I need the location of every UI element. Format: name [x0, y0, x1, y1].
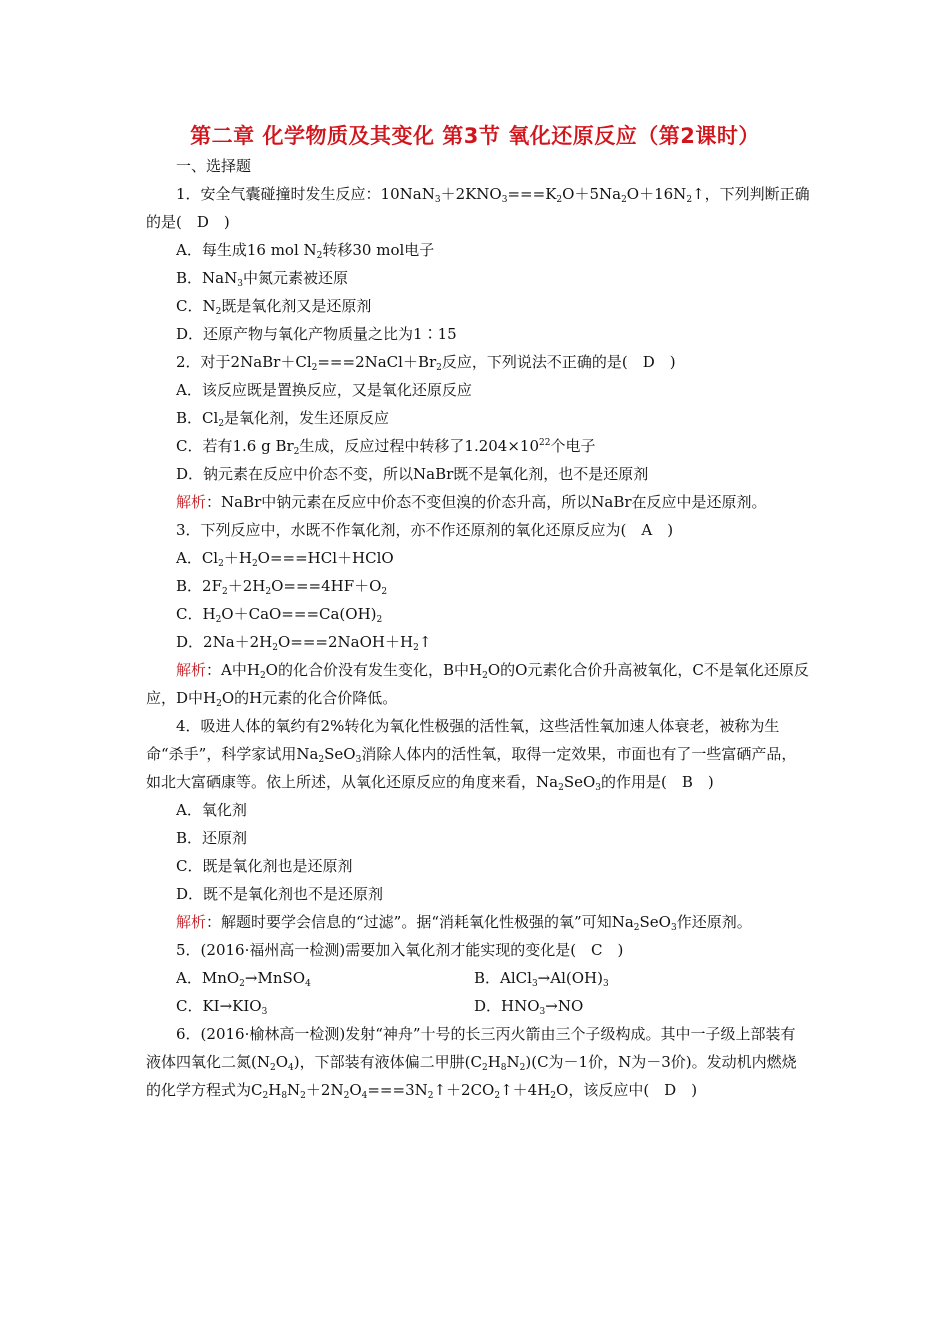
section-heading: 一、选择题: [176, 157, 252, 175]
question-1-option-c: C．$N_2$既是氧化剂又是还原剂: [176, 297, 372, 317]
question-4-analysis: 解析：解题时要学会信息的“过滤”。据“消耗氧化性极强的氧”可知$Na_2SeO_3$作还原剂。: [176, 913, 752, 933]
question-1-stem: 1．安全气囊碰撞时发生反应：$10NaN_3+2KNO_3===K_2O+5Na_2O+16N_2↑$，下列判断正确的是( D ): [146, 185, 810, 231]
question-3-option-b: B．$2F_2+2H_2O===4HF+O_2$: [176, 577, 388, 597]
question-3-stem: 3．下列反应中，水既不作氧化剂，亦不作还原剂的氧化还原反应为( A ): [176, 521, 674, 539]
question-5-options-row-2: [146, 992, 810, 1020]
question-4-option-c: C．既是氧化剂也是还原剂: [176, 857, 353, 875]
question-2-option-a: A．该反应既是置换反应，又是氧化还原反应: [176, 381, 472, 399]
question-4-option-a: A．氧化剂: [176, 801, 247, 819]
question-5-option-b: B．$AlCl_3\to Al(OH)_3$: [474, 969, 609, 989]
question-4-stem: 4．吸进人体的氧约有2%转化为氧化性极强的活性氧，这些活性氧加速人体衰老，被称为生命“杀手”，科学家试用$Na_2SeO_3$消除人体内的活性氧，取得一定效果，市面也有了一些富硒产品，如北大富硒康等。依上所述，从氧化还原反应的角度来看，$Na_2SeO_3$的作用是( B ): [146, 717, 797, 793]
analysis-label: 解析: [176, 913, 207, 931]
question-5-option-c: C．$KI\to KIO_3$: [176, 997, 268, 1017]
question-4-option-d: D．既不是氧化剂也不是还原剂: [176, 885, 384, 903]
question-2-option-c: C．若有1.6 g $Br_2$生成，反应过程中转移了$1.204\times 10^{22}$个电子: [176, 437, 596, 457]
question-2-analysis: 解析：NaBr中钠元素在反应中价态不变但溴的价态升高，所以NaBr在反应中是还原剂。: [176, 493, 767, 511]
question-3-analysis: 解析：A中$H_2O$的化合价没有发生变化，B中$H_2O$的O元素化合价升高被氧化，C不是氧化还原反应，D中$H_2O$的H元素的化合价降低。: [146, 661, 809, 709]
question-2-option-b: B．$Cl_2$是氧化剂，发生还原反应: [176, 409, 390, 429]
question-3-option-c: C．$H_2O+CaO===Ca(OH)_2$: [176, 605, 383, 625]
question-1-option-b: B．NaN$_3$中氮元素被还原: [176, 269, 348, 289]
page-title: 第二章 化学物质及其变化 第3节 氧化还原反应（第2课时）: [190, 124, 760, 148]
question-2-option-d: D．钠元素在反应中价态不变，所以NaBr既不是氧化剂，也不是还原剂: [176, 465, 649, 483]
question-1-option-a: A．每生成16 mol $N_2$转移30 mol电子: [176, 241, 435, 261]
question-list: [146, 152, 810, 1104]
question-3-option-a: A．$Cl_2+H_2O===HCl+HClO$: [176, 549, 394, 569]
question-5-stem: 5．(2016·福州高一检测)需要加入氧化剂才能实现的变化是( C ): [176, 941, 624, 959]
analysis-label: 解析: [176, 661, 207, 679]
question-5-option-d: D．$HNO_3\to NO$: [474, 997, 584, 1017]
analysis-label: 解析: [176, 493, 207, 511]
question-3-option-d: D．$2Na+2H_2O===2NaOH+H_2↑$: [176, 633, 432, 653]
question-5-options-row-1: [146, 964, 810, 992]
question-4-option-b: B．还原剂: [176, 829, 248, 847]
question-5-option-a: A．MnO$_2$→MnSO$_4$: [176, 969, 311, 989]
question-1-option-d: D．还原产物与氧化产物质量之比为1∶15: [176, 325, 457, 343]
question-2-stem: 2．对于$2NaBr+Cl_2===2NaCl+Br_2$反应，下列说法不正确的是( D ): [176, 353, 676, 373]
question-6-stem: 6．(2016·榆林高一检测)发射“神舟”十号的长三丙火箭由三个子级构成。其中一子级上部装有液体四氧化二氮$(N_2O_4)$，下部装有液体偏二甲肼$(C_2H_8N_2)(C$为－1价，N为－3价)。发动机内燃烧的化学方程式为$C_2H_8N_2+2N_2O_4===3N_2↑+2CO_2↑+4H_2O$，该反应中( D ): [146, 1025, 797, 1101]
